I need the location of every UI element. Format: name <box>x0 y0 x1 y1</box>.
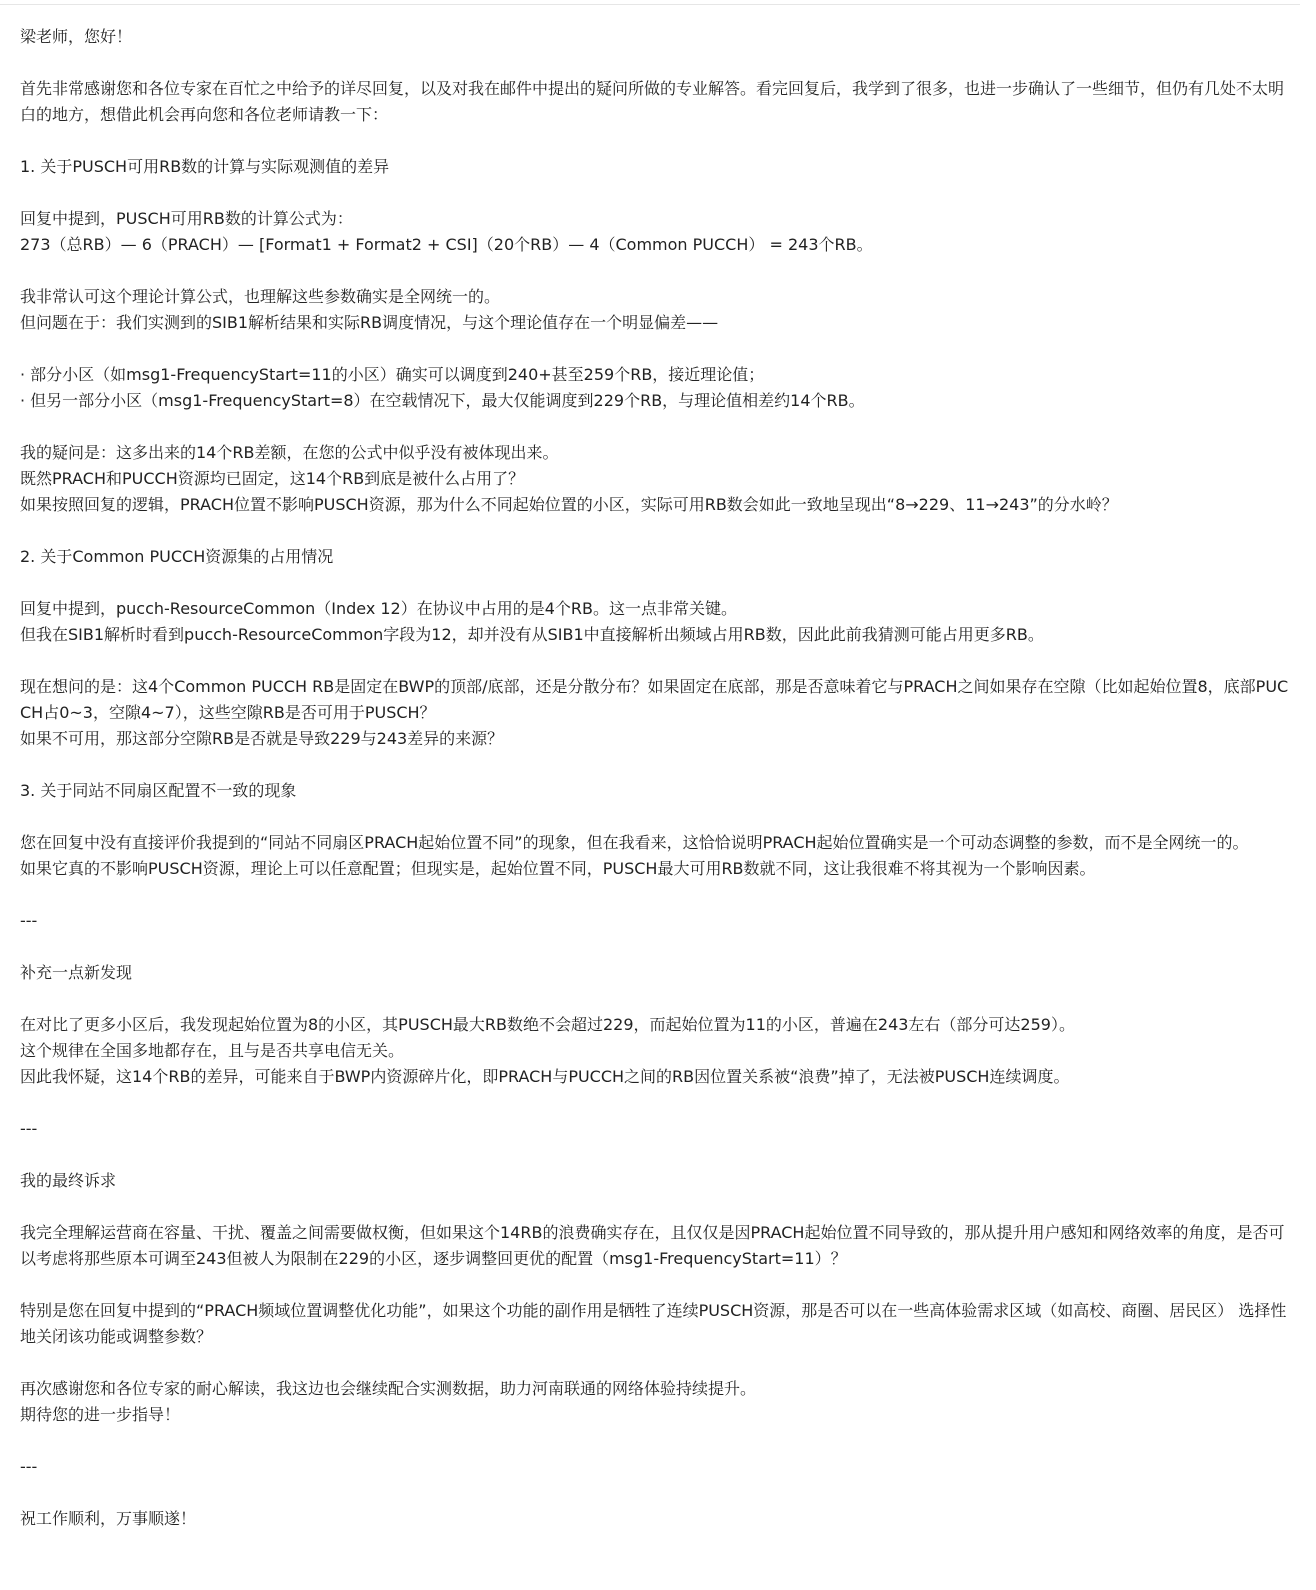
section1-question: 既然PRACH和PUCCH资源均已固定，这14个RB到底是被什么占用了？ <box>20 469 525 488</box>
section1-bullet: · 但另一部分小区（msg1-FrequencyStart=8）在空载情况下，最大仅能调度到229个RB，与理论值相差约14个RB。 <box>20 391 865 410</box>
section3-paragraph: 您在回复中没有直接评价我提到的“同站不同扇区PRACH起始位置不同”的现象，但在我看来，这恰恰说明PRACH起始位置确实是一个可动态调整的参数，而不是全网统一的。 <box>20 833 1249 852</box>
spacer <box>20 804 1290 830</box>
spacer <box>20 752 1290 778</box>
section1-question: 我的疑问是：这多出来的14个RB差额，在您的公式中似乎没有被体现出来。 <box>20 443 559 462</box>
spacer <box>20 986 1290 1012</box>
section2-heading: 2. 关于Common PUCCH资源集的占用情况 <box>20 547 334 566</box>
spacer <box>20 1350 1290 1376</box>
section2-question: 现在想问的是：这4个Common PUCCH RB是固定在BWP的顶部/底部，还是分散分布？如果固定在底部，那是否意味着它与PRACH之间如果存在空隙（比如起始位置8，底部PUCCH占0~3，空隙4~7），这些空隙RB是否可用于PUSCH？ <box>20 677 1289 722</box>
section1-paragraph: 我非常认可这个理论计算公式，也理解这些参数确实是全网统一的。 <box>20 287 501 306</box>
spacer <box>20 180 1290 206</box>
spacer <box>20 570 1290 596</box>
text-divider: --- <box>20 1119 38 1138</box>
section1-formula: 273（总RB）— 6（PRACH）— [Format1 + Format2 + CSI]（20个RB）— 4（Common PUCCH） = 243个RB。 <box>20 235 873 254</box>
supplement-paragraph: 这个规律在全国多地都存在，且与是否共享电信无关。 <box>20 1041 405 1060</box>
spacer <box>20 50 1290 76</box>
section2-paragraph: 回复中提到，pucch-ResourceCommon（Index 12）在协议中占用的是4个RB。这一点非常关键。 <box>20 599 738 618</box>
spacer <box>20 414 1290 440</box>
section3-paragraph: 如果它真的不影响PUSCH资源，理论上可以任意配置；但现实是，起始位置不同，PUSCH最大可用RB数就不同，这让我很难不将其视为一个影响因素。 <box>20 859 1096 878</box>
spacer <box>20 1142 1290 1168</box>
top-divider <box>0 4 1300 5</box>
email-body <box>20 24 1290 1532</box>
spacer <box>20 1480 1290 1506</box>
spacer <box>20 1194 1290 1220</box>
spacer <box>20 1090 1290 1116</box>
spacer <box>20 128 1290 154</box>
supplement-paragraph: 在对比了更多小区后，我发现起始位置为8的小区，其PUSCH最大RB数绝不会超过229，而起始位置为11的小区，普遍在243左右（部分可达259）。 <box>20 1015 1075 1034</box>
text-divider: --- <box>20 911 38 930</box>
section1-paragraph: 但问题在于：我们实测到的SIB1解析结果和实际RB调度情况，与这个理论值存在一个明显偏差—— <box>20 313 719 332</box>
section2-question: 如果不可用，那这部分空隙RB是否就是导致229与243差异的来源？ <box>20 729 504 748</box>
spacer <box>20 518 1290 544</box>
spacer <box>20 1428 1290 1454</box>
greeting: 梁老师，您好！ <box>20 27 133 46</box>
spacer <box>20 258 1290 284</box>
final-paragraph: 特别是您在回复中提到的“PRACH频域位置调整优化功能”，如果这个功能的副作用是牺牲了连续PUSCH资源，那是否可以在一些高体验需求区域（如高校、商圈、居民区） 选择性地关闭该功能或调整参数？ <box>20 1301 1287 1346</box>
spacer <box>20 882 1290 908</box>
closing-paragraph: 再次感谢您和各位专家的耐心解读，我这边也会继续配合实测数据，助力河南联通的网络体验持续提升。 <box>20 1379 757 1398</box>
final-paragraph: 我完全理解运营商在容量、干扰、覆盖之间需要做权衡，但如果这个14RB的浪费确实存在，且仅仅是因PRACH起始位置不同导致的，那从提升用户感知和网络效率的角度，是否可以考虑将那些原本可调至243但被人为限制在229的小区，逐步调整回更优的配置（msg1-FrequencyStart=11）？ <box>20 1223 1285 1268</box>
spacer <box>20 648 1290 674</box>
supplement-heading: 补充一点新发现 <box>20 963 133 982</box>
section1-question: 如果按照回复的逻辑，PRACH位置不影响PUSCH资源，那为什么不同起始位置的小区，实际可用RB数会如此一致地呈现出“8→229、11→243”的分水岭？ <box>20 495 1118 514</box>
section1-heading: 1. 关于PUSCH可用RB数的计算与实际观测值的差异 <box>20 157 390 176</box>
spacer <box>20 934 1290 960</box>
closing-paragraph: 期待您的进一步指导！ <box>20 1405 181 1424</box>
text-divider: --- <box>20 1457 38 1476</box>
section1-formula-intro: 回复中提到，PUSCH可用RB数的计算公式为： <box>20 209 353 228</box>
section2-paragraph: 但我在SIB1解析时看到pucch-ResourceCommon字段为12，却并没有从SIB1中直接解析出频域占用RB数，因此此前我猜测可能占用更多RB。 <box>20 625 1044 644</box>
final-heading: 我的最终诉求 <box>20 1171 117 1190</box>
spacer <box>20 336 1290 362</box>
supplement-paragraph: 因此我怀疑，这14个RB的差异，可能来自于BWP内资源碎片化，即PRACH与PUCCH之间的RB因位置关系被“浪费”掉了，无法被PUSCH连续调度。 <box>20 1067 1070 1086</box>
signoff: 祝工作顺利，万事顺遂！ <box>20 1509 197 1528</box>
section1-bullet: · 部分小区（如msg1-FrequencyStart=11的小区）确实可以调度到240+甚至259个RB，接近理论值； <box>20 365 765 384</box>
section3-heading: 3. 关于同站不同扇区配置不一致的现象 <box>20 781 297 800</box>
spacer <box>20 1272 1290 1298</box>
intro-paragraph: 首先非常感谢您和各位专家在百忙之中给予的详尽回复，以及对我在邮件中提出的疑问所做的专业解答。看完回复后，我学到了很多，也进一步确认了一些细节，但仍有几处不太明白的地方，想借此机会再向您和各位老师请教一下： <box>20 79 1285 124</box>
